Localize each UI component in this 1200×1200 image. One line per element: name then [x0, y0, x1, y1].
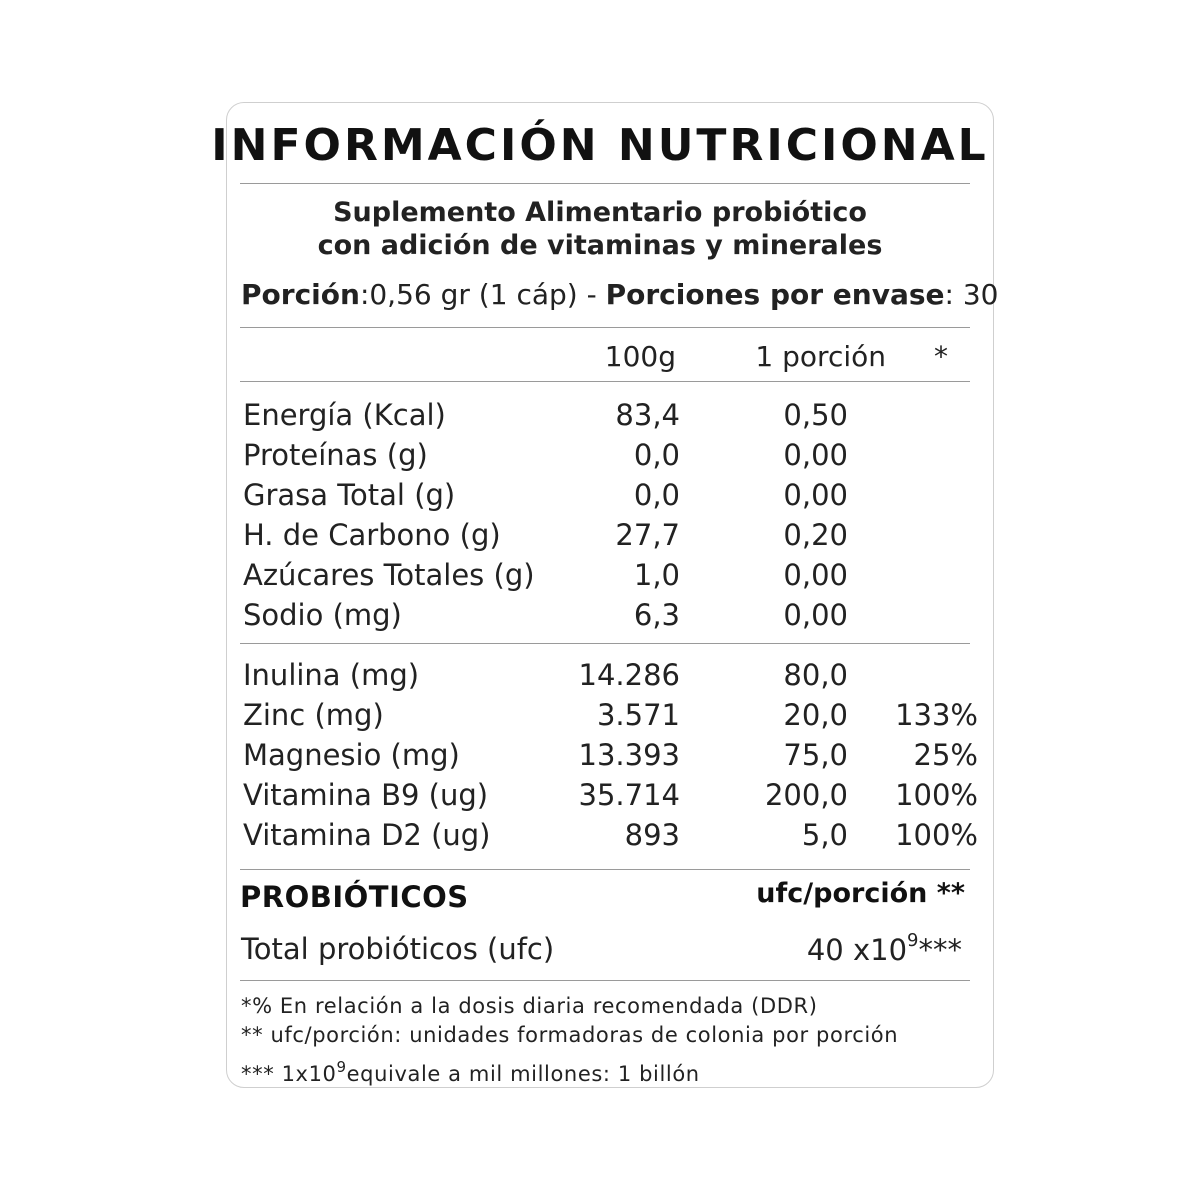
- subtitle-line-1: Suplemento Alimentario probiótico: [333, 197, 867, 228]
- divider: [240, 643, 970, 644]
- divider: [240, 869, 970, 870]
- nutrient-name: Grasa Total (g): [243, 478, 456, 512]
- nutrient-name: Azúcares Totales (g): [243, 558, 535, 592]
- nutrient-per100: 27,7: [615, 518, 680, 552]
- nutrient-per100: 83,4: [615, 398, 680, 432]
- divider: [240, 980, 970, 981]
- portion-label: Porción: [241, 278, 360, 311]
- nutrient-portion: 0,00: [783, 598, 848, 632]
- label-subtitle: [0, 196, 1200, 262]
- portion-line: [241, 278, 999, 311]
- column-header-100g: 100g: [604, 340, 676, 373]
- portion-value: :0,56 gr (1 cáp): [359, 278, 578, 311]
- footnote-ddr: *% En relación a la dosis diaria recomendada (DDR): [241, 994, 818, 1018]
- mineral-name: Vitamina B9 (ug): [243, 778, 489, 812]
- footnote-ufc: ** ufc/porción: unidades formadoras de colonia por porción: [241, 1023, 899, 1047]
- footnote-billion: [241, 1058, 700, 1086]
- nutrient-portion: 0,00: [783, 438, 848, 472]
- mineral-portion: 5,0: [801, 818, 848, 852]
- divider: [240, 183, 970, 184]
- total-base: 40 x10: [806, 933, 908, 967]
- divider: [240, 327, 970, 328]
- nutrient-name: Energía (Kcal): [243, 398, 446, 432]
- total-exponent: 9: [907, 930, 919, 951]
- footnote-billion-exp: 9: [336, 1058, 347, 1076]
- nutrient-portion: 0,20: [783, 518, 848, 552]
- nutrient-per100: 0,0: [633, 478, 680, 512]
- nutrient-portion: 0,00: [783, 478, 848, 512]
- mineral-ddr: 100%: [895, 818, 978, 852]
- total-probiotics-value: [807, 930, 962, 967]
- servings-value: : 30: [944, 278, 999, 311]
- mineral-name: Inulina (mg): [243, 658, 420, 692]
- mineral-per100: 35.714: [578, 778, 680, 812]
- mineral-portion: 75,0: [783, 738, 848, 772]
- mineral-portion: 20,0: [783, 698, 848, 732]
- subtitle-line-2: con adición de vitaminas y minerales: [317, 230, 883, 261]
- mineral-per100: 3.571: [596, 698, 680, 732]
- nutrient-per100: 1,0: [633, 558, 680, 592]
- mineral-portion: 200,0: [764, 778, 848, 812]
- column-header-portion: 1 porción: [755, 340, 886, 373]
- nutrient-portion: 0,00: [783, 558, 848, 592]
- mineral-ddr: 25%: [913, 738, 978, 772]
- ufc-per-portion-heading: ufc/porción **: [756, 878, 965, 909]
- nutrient-per100: 0,0: [633, 438, 680, 472]
- nutrient-name: H. de Carbono (g): [243, 518, 501, 552]
- mineral-portion: 80,0: [783, 658, 848, 692]
- mineral-per100: 13.393: [578, 738, 680, 772]
- nutrient-portion: 0,50: [783, 398, 848, 432]
- probiotics-heading: PROBIÓTICOS: [240, 880, 469, 914]
- footnote-billion-post: equivale a mil millones: 1 billón: [346, 1062, 700, 1086]
- nutrient-name: Proteínas (g): [243, 438, 428, 472]
- nutrient-name: Sodio (mg): [243, 598, 402, 632]
- divider: [240, 381, 970, 382]
- mineral-name: Vitamina D2 (ug): [243, 818, 491, 852]
- column-header-ddr: *: [934, 340, 948, 373]
- total-suffix: ***: [918, 933, 962, 967]
- mineral-per100: 14.286: [578, 658, 680, 692]
- portion-separator: -: [577, 278, 606, 311]
- mineral-per100: 893: [624, 818, 680, 852]
- mineral-name: Zinc (mg): [243, 698, 384, 732]
- servings-label: Porciones por envase: [605, 278, 945, 311]
- total-probiotics-label: Total probióticos (ufc): [241, 932, 555, 966]
- mineral-ddr: 100%: [895, 778, 978, 812]
- mineral-name: Magnesio (mg): [243, 738, 460, 772]
- label-title: INFORMACIÓN NUTRICIONAL: [211, 120, 989, 171]
- mineral-ddr: 133%: [895, 698, 978, 732]
- footnote-billion-pre: *** 1x10: [241, 1062, 337, 1086]
- nutrient-per100: 6,3: [633, 598, 680, 632]
